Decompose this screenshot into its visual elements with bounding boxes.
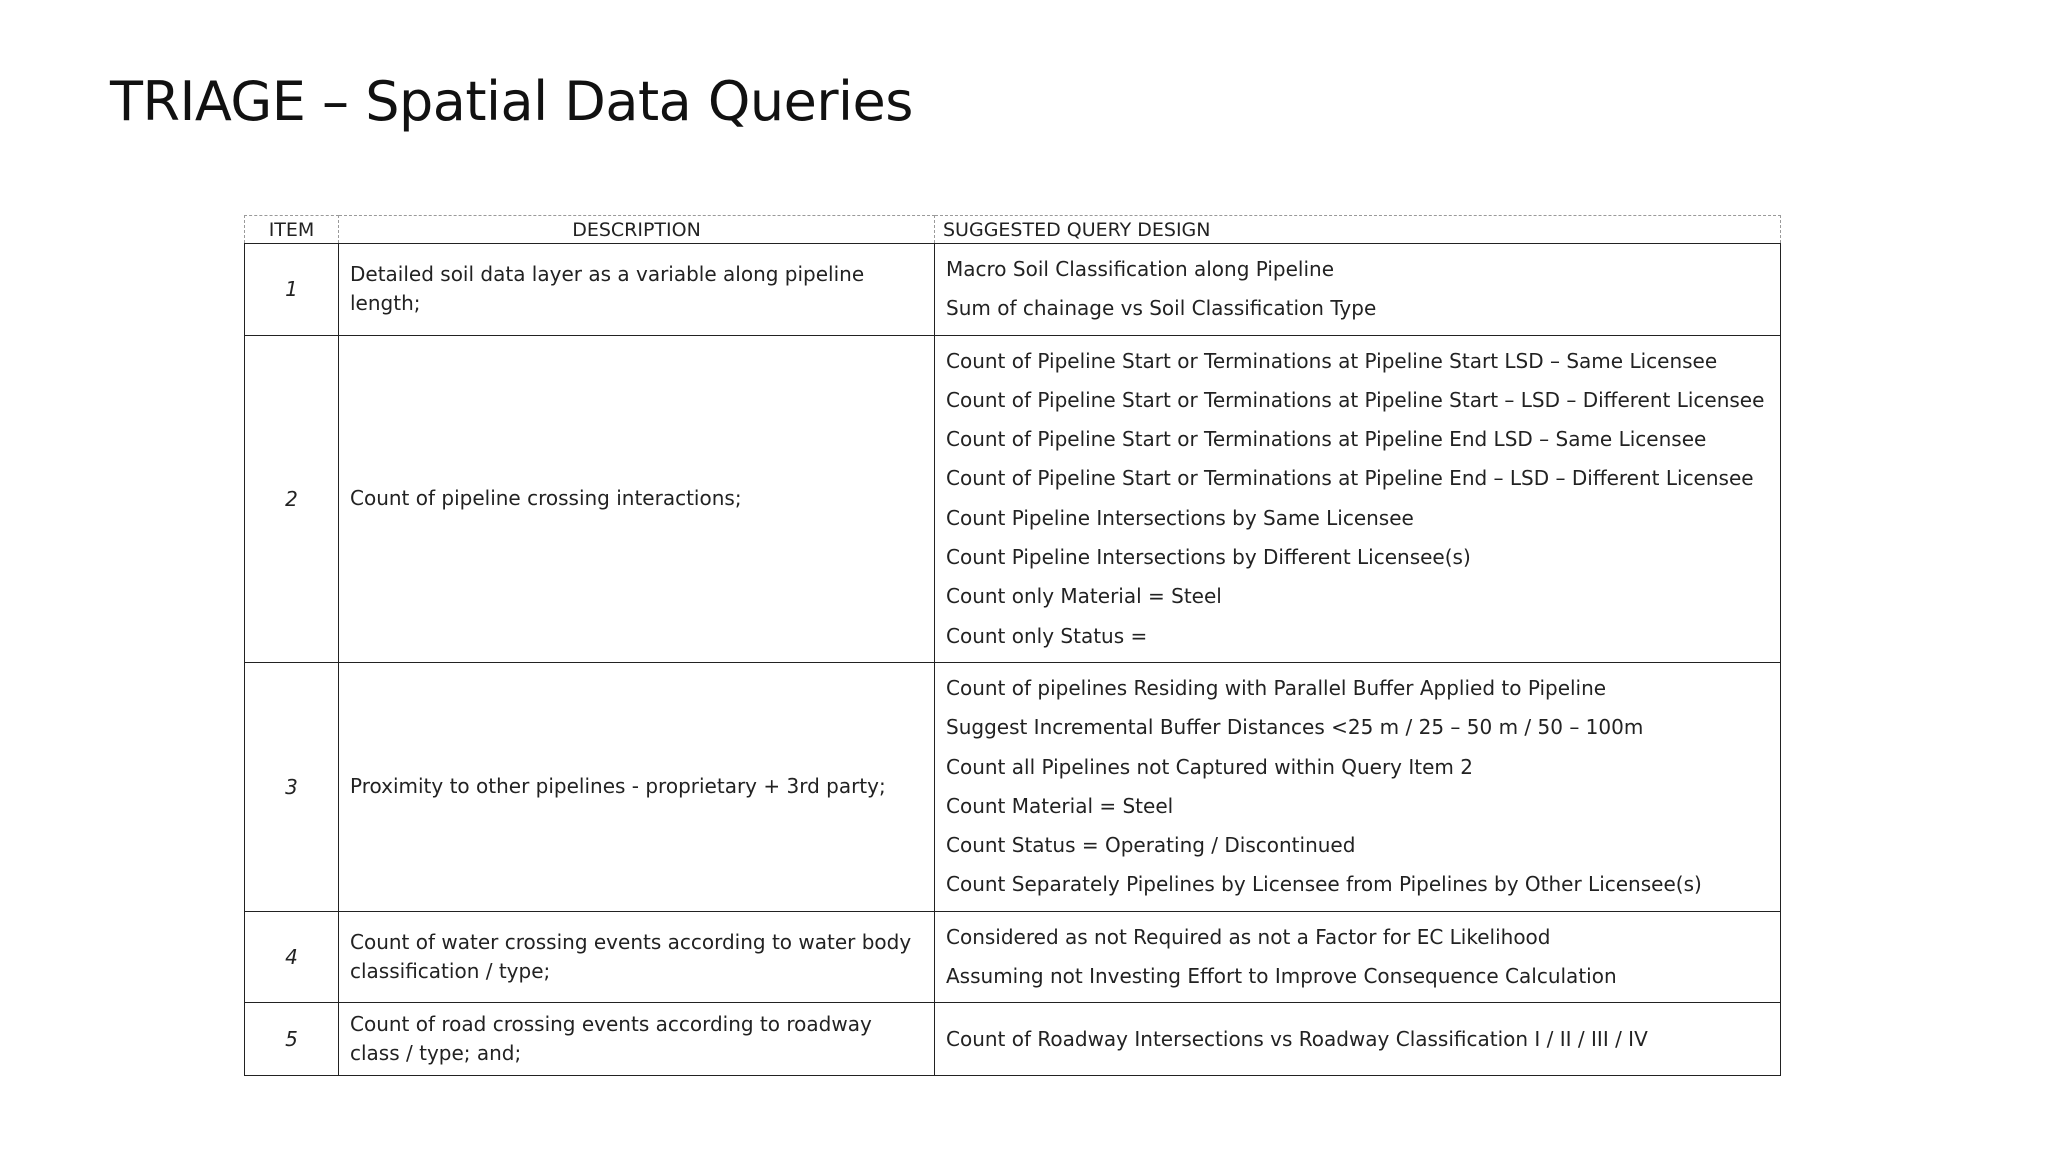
header-suggested-query: SUGGESTED QUERY DESIGN — [935, 216, 1781, 244]
query-cell — [935, 662, 1781, 911]
query-line: Count Pipeline Intersections by Same Licensee — [946, 505, 1414, 530]
item-number: 1 — [245, 244, 339, 336]
query-list — [946, 912, 1769, 1003]
query-line: Sum of chainage vs Soil Classification Type — [946, 296, 1377, 321]
query-line: Count Separately Pipelines by Licensee from Pipelines by Other Licensee(s) — [946, 872, 1702, 897]
query-line: Count Material = Steel — [946, 793, 1174, 818]
query-list — [946, 663, 1769, 911]
item-number: 3 — [245, 662, 339, 911]
query-cell — [935, 244, 1781, 336]
query-line: Count of pipelines Residing with Parallel Buffer Applied to Pipeline — [946, 675, 1607, 700]
header-description: DESCRIPTION — [339, 216, 935, 244]
query-cell — [935, 1003, 1781, 1076]
query-list — [946, 1014, 1769, 1065]
slide-title: TRIAGE – Spatial Data Queries — [110, 70, 913, 133]
query-line: Count of Pipeline Start or Terminations at Pipeline End – LSD – Different Licensee — [946, 466, 1754, 491]
query-line: Count of Pipeline Start or Terminations at Pipeline Start LSD – Same Licensee — [946, 348, 1718, 373]
item-number: 5 — [245, 1003, 339, 1076]
table-row — [245, 335, 1781, 662]
query-line: Count all Pipelines not Captured within Query Item 2 — [946, 754, 1473, 779]
query-line: Count Status = Operating / Discontinued — [946, 833, 1356, 858]
table-row — [245, 911, 1781, 1003]
query-line: Assuming not Investing Effort to Improve Consequence Calculation — [946, 964, 1617, 989]
item-description: Count of water crossing events according to water body classification / type; — [339, 911, 935, 1003]
query-table — [244, 215, 1781, 1076]
query-line: Suggest Incremental Buffer Distances <25 m / 25 – 50 m / 50 – 100m — [946, 715, 1644, 740]
query-line: Macro Soil Classification along Pipeline — [946, 257, 1335, 281]
item-number: 2 — [245, 335, 339, 662]
query-line: Considered as not Required as not a Factor for EC Likelihood — [946, 924, 1551, 949]
query-line: Count of Pipeline Start or Terminations at Pipeline End LSD – Same Licensee — [946, 427, 1707, 452]
table-row — [245, 1003, 1781, 1076]
item-description: Count of pipeline crossing interactions; — [339, 335, 935, 662]
query-line: Count of Pipeline Start or Terminations at Pipeline Start – LSD – Different Licensee — [946, 387, 1765, 412]
query-cell — [935, 911, 1781, 1003]
item-description: Count of road crossing events according to roadway class / type; and; — [339, 1003, 935, 1076]
query-list — [946, 336, 1769, 662]
item-description: Proximity to other pipelines - proprietary + 3rd party; — [339, 662, 935, 911]
item-number: 4 — [245, 911, 339, 1003]
query-line: Count Pipeline Intersections by Different Licensee(s) — [946, 545, 1471, 570]
table-row — [245, 244, 1781, 336]
query-list — [946, 244, 1769, 335]
table-row — [245, 662, 1781, 911]
header-item: ITEM — [245, 216, 339, 244]
query-cell — [935, 335, 1781, 662]
query-line: Count of Roadway Intersections vs Roadway Classification I / II / III / IV — [946, 1026, 1648, 1051]
item-description: Detailed soil data layer as a variable along pipeline length; — [339, 244, 935, 336]
query-line: Count only Material = Steel — [946, 584, 1222, 609]
query-line: Count only Status = — [946, 623, 1148, 648]
table-header-row — [245, 216, 1781, 244]
